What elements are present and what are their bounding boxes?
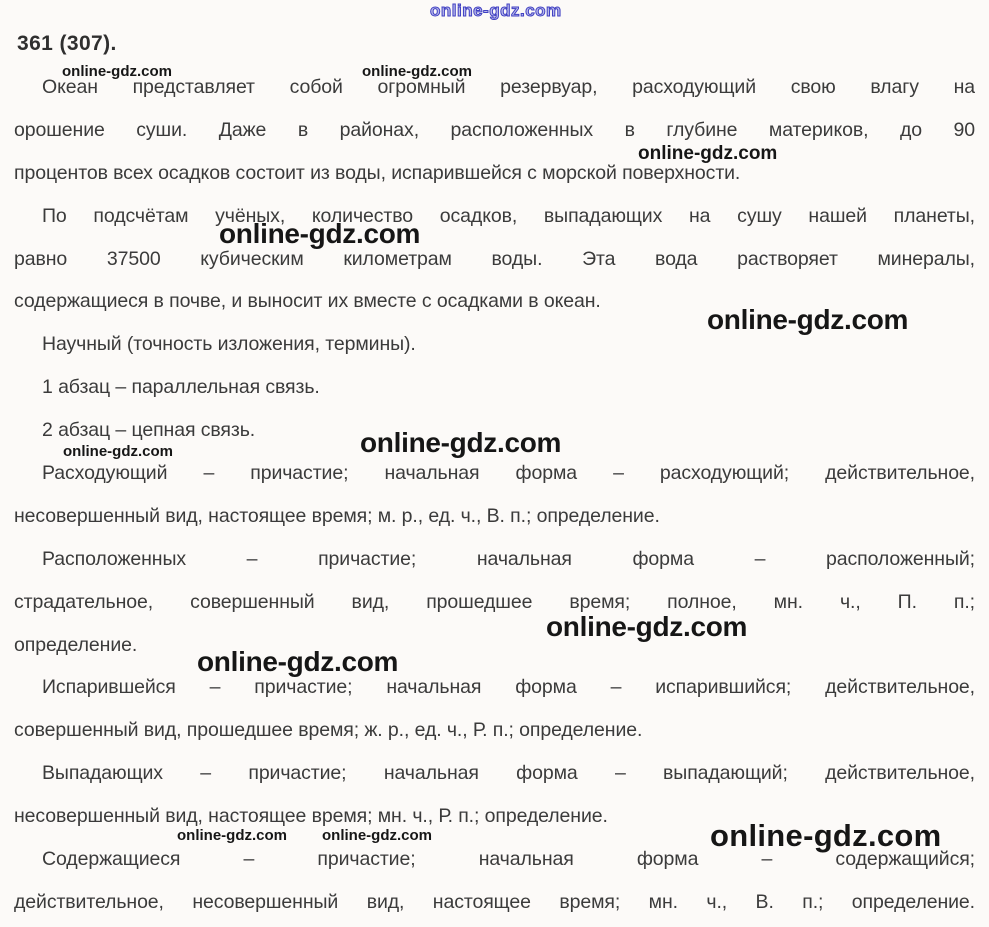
text-line: По подсчётам учёных, количество осадков, выпадающих на сушу нашей планеты, (42, 204, 975, 227)
watermark: online-gdz.com (322, 827, 432, 844)
watermark: online-gdz.com (219, 218, 421, 249)
text-line: Выпадающих – причастие; начальная форма – выпадающий; действительное, (42, 762, 975, 785)
watermark: online-gdz.com (707, 304, 909, 335)
watermark: online-gdz.com (546, 611, 748, 642)
text-line: равно 37500 кубическим километрам воды. Эта вода растворяет минералы, (14, 247, 975, 270)
text-line: Научный (точность изложения, термины). (42, 333, 416, 356)
text-line: Испарившейся – причастие; начальная форма – испарившийся; действительное, (42, 676, 975, 699)
text-line: совершенный вид, прошедшее время; ж. р., ед. ч., Р. п.; определение. (14, 719, 643, 742)
text-line: Расположенных – причастие; начальная форма – расположенный; (42, 547, 975, 570)
watermark: online-gdz.com (197, 646, 399, 677)
text-line: страдательное, совершенный вид, прошедшее время; полное, мн. ч., П. п.; (14, 590, 975, 613)
watermark: online-gdz.com (360, 427, 562, 458)
watermark: online-gdz.com (710, 818, 942, 853)
text-line: содержащиеся в почве, и выносит их вместе с осадками в океан. (14, 290, 601, 313)
exercise-number-heading: 361 (307). (17, 32, 117, 55)
text-line: 1 абзац – параллельная связь. (42, 376, 320, 399)
watermark: online-gdz.com (63, 443, 173, 460)
text-line: 2 абзац – цепная связь. (42, 419, 256, 442)
watermark: online-gdz.com (638, 143, 778, 164)
text-line: Расходующий – причастие; начальная форма – расходующий; действительное, (42, 462, 975, 485)
text-line: определение. (14, 633, 138, 656)
text-line: несовершенный вид, настоящее время; мн. ч., Р. п.; определение. (14, 805, 608, 828)
site-logo-watermark: online-gdz.com (430, 1, 562, 20)
text-line: действительное, несовершенный вид, настоящее время; мн. ч., В. п.; определение. (14, 890, 975, 913)
text-line: несовершенный вид, настоящее время; м. р., ед. ч., В. п.; определение. (14, 504, 660, 527)
text-line: орошение суши. Даже в районах, расположенных в глубине материков, до 90 (14, 118, 975, 141)
text-line: процентов всех осадков состоит из воды, испарившейся с морской поверхности. (14, 161, 741, 184)
watermark: online-gdz.com (62, 63, 172, 80)
watermark: online-gdz.com (362, 63, 472, 80)
document-body (14, 63, 975, 924)
text-line: Содержащиеся – причастие; начальная форма – содержащийся; (42, 848, 975, 871)
text-line: Океан представляет собой огромный резервуар, расходующий свою влагу на (42, 76, 975, 98)
watermark: online-gdz.com (177, 827, 287, 844)
